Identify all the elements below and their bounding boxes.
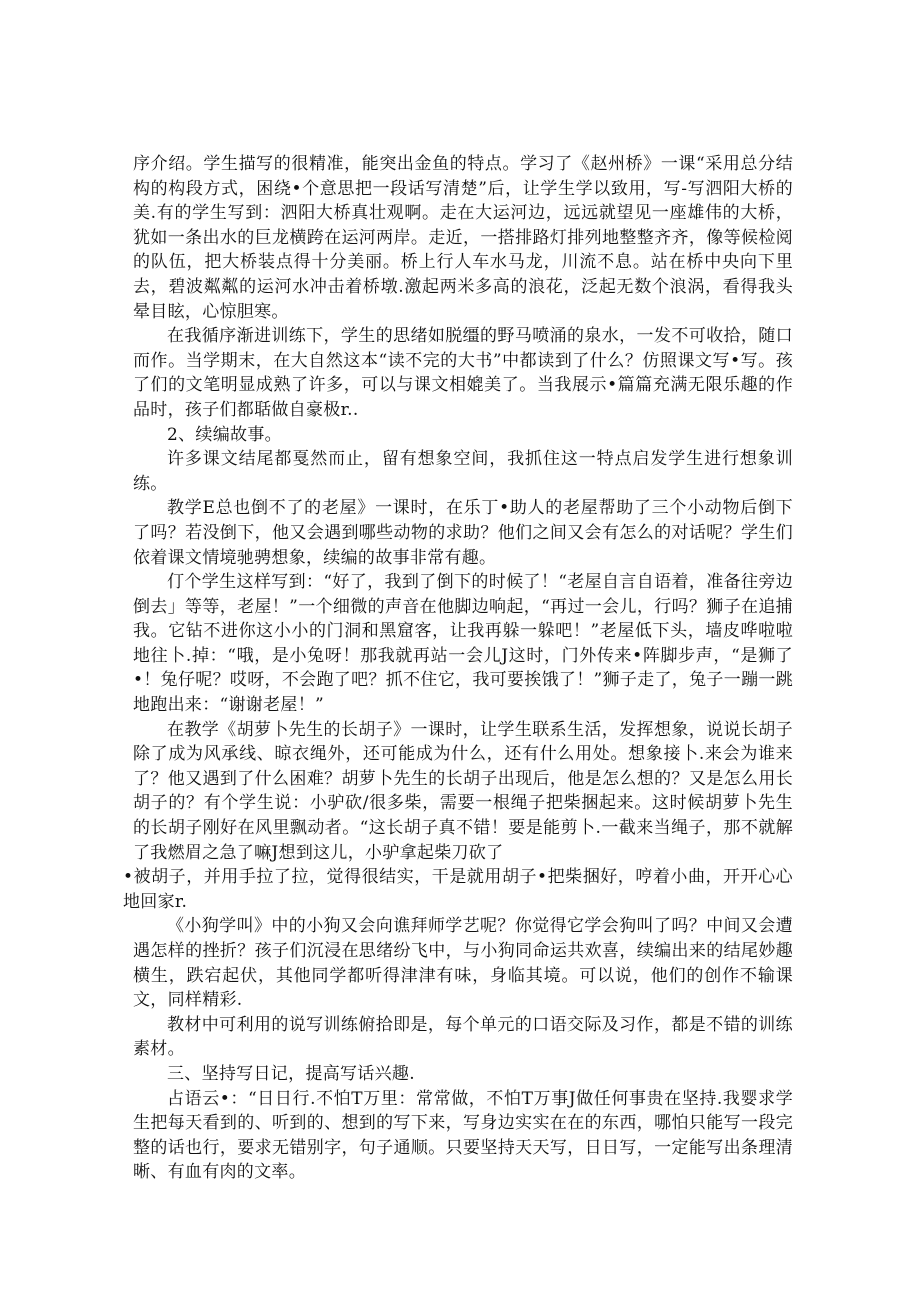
paragraph: 《小狗学叫》中的小狗又会向谯拜师学艺呢？你觉得它学会狗叫了吗？中间又会遭遇怎样的挫折？孩子们沉浸在思绪纷飞中，与小狗同命运共欢喜，续编出来的结尾妙趣横生，跌宕起伏，其他同学都听得津津有味，身临其境。可以说，他们的创作不输课文，同样精彩.: [133, 916, 793, 1011]
section-heading: 2、续编故事。: [167, 424, 282, 445]
paragraph: 教学E总也倒不了的老屋》一课时，在乐丁•助人的老屋帮助了三个小动物后倒下了吗？若没倒下，他又会遇到哪些动物的求助？他们之间又会有怎么的对话呢？学生们依着课文情境驰骋想象，续编的故事非常有趣。: [133, 498, 793, 568]
paragraph: 序介绍。学生描写的很精准，能突出金鱼的特点。学习了《赵州桥》一课“采用总分结构的构段方式，困绕•个意思把一段话写清楚”后，让学生学以致用，写-写泗阳大桥的美.有的学生写到：泗阳大桥真壮观啊。走在大运河边，远远就望见一座雄伟的大桥，犹如一条出水的巨龙横跨在运河两岸。走近，一搭排路灯排列地整整齐齐，像等候检阅的队伍，把大桥装点得十分美丽。桥上行人车水马龙，川流不息。站在桥中央向下里去，碧波粼粼的运河水冲击着桥墩.激起两米多高的浪花，泛起无数个浪涡，看得我头晕目眩，心惊胆寒。: [133, 154, 793, 322]
document-body: [123, 152, 793, 1185]
paragraph: 在教学《胡萝卜先生的长胡子》一课时，让学生联系生活，发挥想象，说说长胡子除了成为风承线、晾衣绳外，还可能成为什么，还有什么用处。想象接卜.来会为谁来了？他又遇到了什么困难？胡萝卜先生的长胡子出现后，他是怎么想的？又是怎么用长胡子的？有个学生说：小驴砍/很多柴，需要一根绳子把柴捆起来。这时候胡萝卜先生的长胡子刚好在风里飘动者。“这长胡子真不错！要是能剪卜.一截来当绳子，那不就解了我燃眉之急了嘛J想到这儿，小驴拿起柴刀砍了: [133, 719, 793, 863]
paragraph: •被胡子，并用手拉了拉，觉得很结实，干是就用胡子•把柴捆好，哼着小曲，开开心心地回家r.: [123, 867, 793, 912]
section-heading: 三、坚持写日记，提高写话兴趣.: [167, 1063, 415, 1084]
paragraph: 教材中可利用的说写训练俯拾即是，每个单元的口语交际及习作，都是不错的训练素材。: [133, 1014, 793, 1060]
paragraph: 在我循序渐进训练下，学生的思绪如脱缰的野马喷涌的泉水，一发不可收拾，随口而作。当学期末，在大自然这本“读不完的大书”中都读到了什么？仿照课文写•写。孩了们的文笔明显成熟了许多，可以与课文相媲美了。当我展示•篇篇充满无限乐趣的作品时，孩子们都聒做自豪极r..: [133, 326, 793, 420]
paragraph: 许多课文结尾都戛然而止，留有想象空间，我抓住这一特点启发学生进行想象训练。: [133, 449, 793, 494]
paragraph: 占语云•：“日日行.不怕T万里：常常做，不怕T万事J做任何事贵在坚持.我婴求学生把每天看到的、听到的、想到的写下来，写身边实实在在的东西，哪怕只能写一段完整的话也行，要求无错别字，句子通顺。只要坚持天天写，日日写，一定能写出条理清晰、有血有肉的文率。: [133, 1088, 793, 1183]
paragraph: 仃个学生这样写到：“好了，我到了倒下的时候了！“老屋自言自语着，准备往旁边倒去」等等，老屋！”一个细微的声音在他脚边响起，“再过一会儿，行吗？狮子在追捕我。它钻不进你这小小的门洞和黑窟客，让我再躲一躲吧！”老屋低下头，墙皮哗啦啦地往卜.掉：“哦，是小兔呀！那我就再站一会儿J这时，门外传来•阵脚步声，“是狮了•！兔仔呢？哎呀，不会跑了吧？抓不住它，我可要挨饿了！”狮子走了，兔子一蹦一跳地跑出来：“谢谢老屋！”: [133, 572, 793, 716]
